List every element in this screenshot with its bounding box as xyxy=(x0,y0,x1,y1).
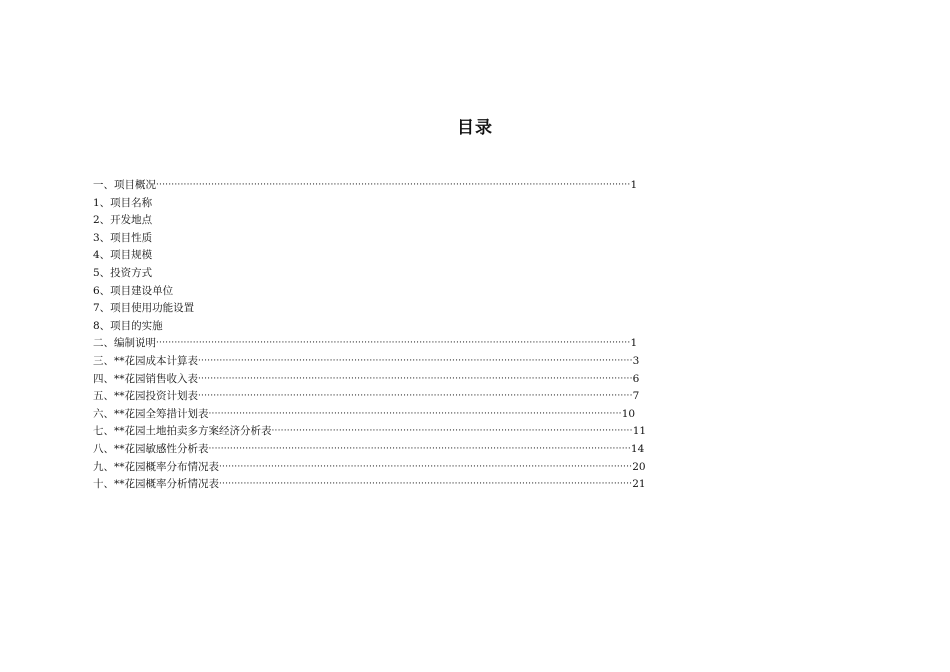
toc-entry-label: 一、项目概况 xyxy=(93,179,156,191)
toc-entry-sensitivity-table[interactable] xyxy=(93,441,693,459)
toc-leader-dots: ·············································································································································· xyxy=(198,373,633,384)
toc-page-number: 1 xyxy=(630,179,638,191)
toc-entry-project-nature[interactable] xyxy=(93,230,693,248)
toc-entry-label: 二、编制说明 xyxy=(93,337,156,350)
toc-leader-dots: ··························································································································································· xyxy=(156,180,631,190)
toc-entry-label: 8、项目的实施 xyxy=(93,319,163,332)
toc-entry-label: 5、投资方式 xyxy=(93,266,153,279)
toc-entry-compilation-notes[interactable] xyxy=(93,335,693,353)
toc-entry-label: 7、项目使用功能设置 xyxy=(93,302,195,315)
toc-entry-project-scale[interactable] xyxy=(93,247,693,265)
toc-entry-label: 四、**花园销售收入表 xyxy=(93,372,198,385)
toc-entry-label: 1、项目名称 xyxy=(93,196,153,209)
toc-entry-label: 2、开发地点 xyxy=(93,214,153,227)
toc-entry-project-overview[interactable] xyxy=(93,177,693,195)
toc-page-number: 14 xyxy=(630,442,645,455)
toc-entry-probability-analysis-table[interactable] xyxy=(93,476,693,494)
toc-entry-construction-unit[interactable] xyxy=(93,283,693,301)
toc-entry-funding-plan-table[interactable] xyxy=(93,406,693,424)
toc-leader-dots: ······································································································································· xyxy=(219,479,633,490)
toc-entry-label: 3、项目性质 xyxy=(93,231,153,244)
toc-page-number: 20 xyxy=(632,460,646,473)
toc-leader-dots: ·············································································································································· xyxy=(198,355,633,366)
toc-page-number: 3 xyxy=(632,354,640,367)
toc-page-number: 1 xyxy=(630,337,638,350)
toc-entry-label: 八、**花园敏感性分析表 xyxy=(93,442,209,455)
toc-entry-development-site[interactable] xyxy=(93,212,693,230)
toc-entry-land-auction-table[interactable] xyxy=(93,423,693,441)
toc-entry-label: 七、**花园土地拍卖多方案经济分析表 xyxy=(93,425,272,438)
toc-page-number: 6 xyxy=(632,372,640,385)
toc-page-number: 21 xyxy=(632,478,646,491)
toc-entry-investment-method[interactable] xyxy=(93,265,693,283)
toc-leader-dots: ··························································································································································· xyxy=(156,338,631,349)
toc-leader-dots: ······································································································································· xyxy=(219,461,633,472)
toc-entry-label: 五、**花园投资计划表 xyxy=(93,390,198,403)
toc-entry-label: 4、项目规模 xyxy=(93,249,153,262)
toc-entry-probability-distribution-table[interactable] xyxy=(93,459,693,477)
toc-entry-project-name[interactable] xyxy=(93,195,693,213)
toc-leader-dots: ·········································································································································· xyxy=(208,443,631,454)
toc-leader-dots: ·············································································································································· xyxy=(198,391,633,402)
toc-entry-cost-table[interactable] xyxy=(93,353,693,371)
toc-entry-label: 九、**花园概率分布情况表 xyxy=(93,460,219,473)
toc-leader-dots: ······················································································································ xyxy=(271,426,633,437)
toc-title: 目录 xyxy=(457,118,493,138)
toc-entry-label: 三、**花园成本计算表 xyxy=(93,354,198,367)
toc-page-number: 10 xyxy=(621,407,636,420)
toc-entry-investment-plan-table[interactable] xyxy=(93,388,693,406)
toc-leader-dots: ······································································································································· xyxy=(208,408,622,419)
toc-entry-label: 十、**花园概率分析情况表 xyxy=(93,478,219,491)
toc-entry-label: 六、**花园全筹措计划表 xyxy=(93,407,209,420)
toc-entry-sales-income-table[interactable] xyxy=(93,371,693,389)
table-of-contents xyxy=(93,177,693,494)
toc-entry-implementation[interactable] xyxy=(93,318,693,336)
toc-entry-label: 6、项目建设单位 xyxy=(93,284,174,297)
toc-entry-function-settings[interactable] xyxy=(93,300,693,318)
toc-page-number: 11 xyxy=(632,425,647,438)
toc-page-number: 7 xyxy=(632,390,640,403)
